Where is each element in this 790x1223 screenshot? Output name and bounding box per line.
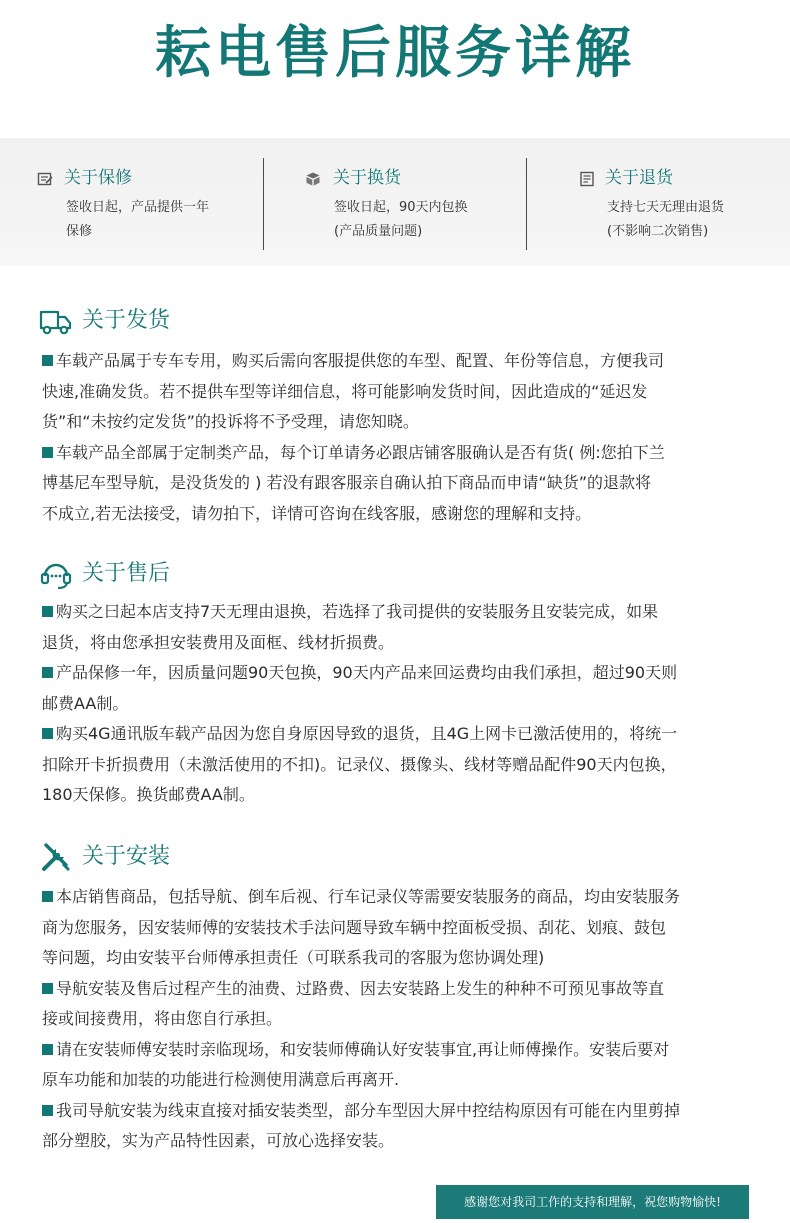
policy-description: 签收日起，产品提供一年 保修 bbox=[66, 200, 210, 239]
after-sales-list bbox=[42, 597, 757, 811]
list-item-continued: 退货，将由您承担安装费用及面框、线材折损费。 bbox=[42, 632, 395, 652]
bullet-square-icon bbox=[42, 983, 53, 994]
list-item-continued: 等问题，均由安装平台师傅承担责任（可联系我司的客服为您协调处理) bbox=[42, 948, 545, 967]
thank-you-banner: 感谢您对我司工作的支持和理解，祝您购物愉快! bbox=[436, 1185, 749, 1219]
list-item: 车载产品属于专车专用，购买后需向客服提供您的车型、配置、年份等信息，方便我司 bbox=[42, 346, 757, 377]
list-item-continued: 部分塑胶，实为产品特性因素，可放心选择安装。 bbox=[42, 1131, 395, 1150]
shipping-list bbox=[42, 346, 757, 529]
list-item-continued: 原车功能和加装的功能进行检测使用满意后再离开. bbox=[42, 1070, 400, 1089]
section-title: 关于发货 bbox=[82, 308, 171, 333]
delivery-truck-icon bbox=[38, 303, 74, 339]
bullet-square-icon bbox=[42, 355, 53, 366]
warranty-document-icon bbox=[37, 171, 53, 187]
list-item: 请在安装师傅安装时亲临现场，和安装师傅确认好安装事宜,再让师傅操作。安装后要对 bbox=[42, 1035, 757, 1066]
bullet-square-icon bbox=[42, 606, 53, 617]
list-item: 本店销售商品，包括导航、倒车后视、行车记录仪等需要安装服务的商品，均由安装服务 bbox=[42, 882, 757, 913]
policy-return bbox=[526, 138, 789, 266]
policy-title: 关于保修 bbox=[64, 168, 132, 188]
return-doc-icon bbox=[579, 171, 595, 187]
policy-title: 关于换货 bbox=[333, 168, 401, 188]
bullet-square-icon bbox=[42, 1044, 53, 1055]
list-item-continued: 邮费AA制。 bbox=[42, 693, 129, 713]
bullet-square-icon bbox=[42, 447, 53, 458]
headset-icon bbox=[38, 556, 74, 592]
policy-description: 支持七天无理由退货 (不影响二次销售) bbox=[607, 200, 725, 239]
list-item-continued: 180天保修。换货邮费AA制。 bbox=[42, 785, 255, 804]
list-item-continued: 接或间接费用，将由您自行承担。 bbox=[42, 1009, 283, 1028]
page-title: 耘电售后服务详解 bbox=[155, 21, 635, 86]
list-item-continued: 扣除开卡折损费用（未激活使用的不扣)。记录仪、摄像头、线材等赠品配件90天内包换， bbox=[42, 754, 677, 774]
bullet-square-icon bbox=[42, 728, 53, 739]
list-item: 产品保修一年，因质量问题90天包换，90天内产品来回运费均由我们承担，超过90天则 bbox=[42, 658, 757, 689]
list-item-continued: 货”和“未按约定发货”的投诉将不予受理，请您知晓。 bbox=[42, 412, 419, 431]
list-item: 购买4G通讯版车载产品因为您自身原因导致的退货，且4G上网卡已激活使用的，将统一 bbox=[42, 719, 757, 750]
bullet-square-icon bbox=[42, 891, 53, 902]
policy-warranty bbox=[0, 138, 263, 266]
policy-exchange bbox=[263, 138, 526, 266]
section-title: 关于安装 bbox=[82, 844, 171, 869]
section-title: 关于售后 bbox=[82, 561, 171, 586]
list-item-continued: 商为您服务，因安装师傅的安装技术手法问题导致车辆中控面板受损、刮花、划痕、鼓包 bbox=[42, 917, 667, 937]
wrench-screwdriver-icon bbox=[38, 839, 74, 875]
list-item: 我司导航安装为线束直接对插安装类型，部分车型因大屏中控结构原因有可能在内里剪掉 bbox=[42, 1096, 757, 1127]
policy-title: 关于退货 bbox=[605, 168, 673, 188]
policy-description: 签收日起，90天内包换 (产品质量问题) bbox=[334, 200, 468, 239]
installation-list bbox=[42, 882, 757, 1157]
list-item-continued: 博基尼车型导航，是没货发的 ) 若没有跟客服亲自确认拍下商品而申请“缺货”的退款将 bbox=[42, 473, 651, 492]
bullet-square-icon bbox=[42, 1105, 53, 1116]
list-item: 车载产品全部属于定制类产品，每个订单请务必跟店铺客服确认是否有货( 例:您拍下兰 bbox=[42, 438, 757, 469]
list-item-continued: 不成立,若无法接受，请勿拍下，详情可咨询在线客服，感谢您的理解和支持。 bbox=[42, 503, 592, 523]
exchange-box-icon bbox=[305, 171, 321, 187]
bullet-square-icon bbox=[42, 667, 53, 678]
list-item-continued: 快速,准确发货。若不提供车型等详细信息，将可能影响发货时间，因此造成的“延迟发 bbox=[42, 381, 648, 401]
list-item: 导航安装及售后过程产生的油费、过路费、因去安装路上发生的种种不可预见事故等直 bbox=[42, 974, 757, 1005]
list-item: 购买之曰起本店支持7天无理由退换，若选择了我司提供的安装服务且安装完成，如果 bbox=[42, 597, 757, 628]
policy-summary-band bbox=[0, 138, 790, 266]
